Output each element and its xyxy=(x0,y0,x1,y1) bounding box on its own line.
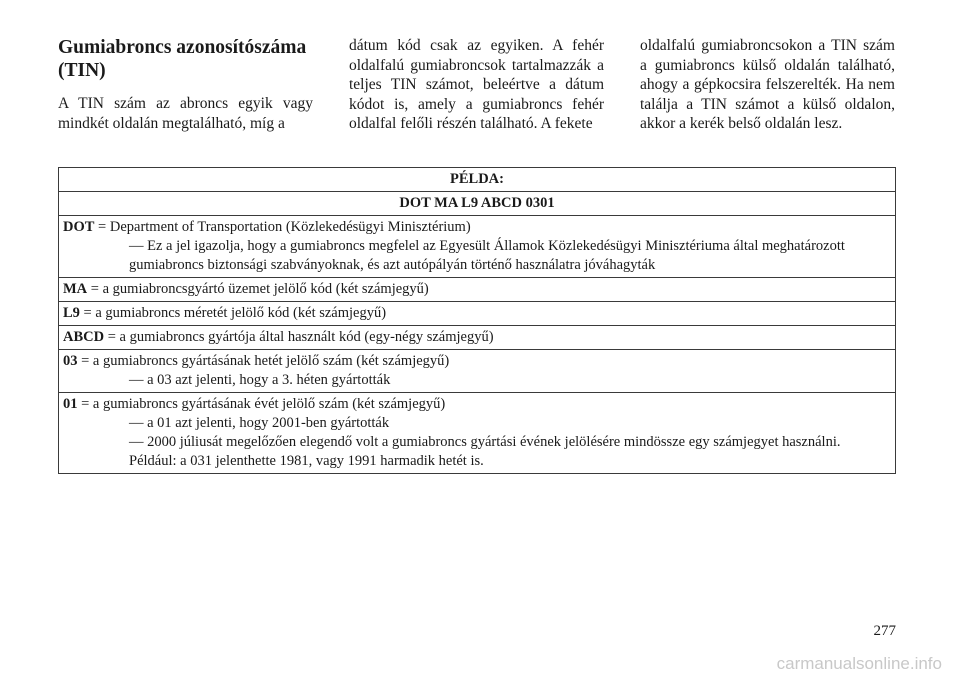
row-code: MA xyxy=(63,281,88,297)
table-row xyxy=(59,302,896,326)
page-number: 277 xyxy=(873,623,896,639)
paragraph-col3: oldalfalú gumiabroncsokon a TIN szám a gumiabroncs külső oldalán található, ahogy a gépkocsira felszerelték. Ha nem találja a TIN számot a külső oldalon, akkor a kerék belső oldalán lesz. xyxy=(640,37,895,132)
row-description: = a gumiabroncs méretét jelölő kód (két számjegyű) xyxy=(79,305,387,321)
table-header-row xyxy=(59,168,896,192)
table-row xyxy=(59,216,896,278)
row-sub-note: — Ez a jel igazolja, hogy a gumiabroncs megfelel az Egyesült Államok Közlekedésügyi Minisztériuma által meghatározott gumiabroncs biztonsági szabványoknak, és azt autópályán történő használatra jóváhagyták xyxy=(129,238,845,273)
section-heading-line1: Gumiabroncs azonosítószáma xyxy=(58,37,307,58)
row-code: DOT xyxy=(63,219,95,235)
row-description: = a gumiabroncs gyártásának hetét jelölő szám (két számjegyű) xyxy=(77,353,450,369)
table-cell xyxy=(59,302,896,326)
row-code: ABCD xyxy=(63,329,105,345)
table-cell xyxy=(59,278,896,302)
column-1 xyxy=(58,36,313,133)
table-header: PÉLDA: xyxy=(59,168,896,192)
row-description: = Department of Transportation (Közlekedésügyi Minisztérium) xyxy=(94,219,471,235)
table-cell xyxy=(59,350,896,393)
table-row xyxy=(59,350,896,393)
tin-example-table xyxy=(58,167,896,474)
paragraph-col1: A TIN szám az abroncs egyik vagy mindkét oldalán megtalálható, míg a xyxy=(58,95,313,132)
table-row xyxy=(59,326,896,350)
row-code: L9 xyxy=(63,305,80,321)
column-3 xyxy=(640,36,895,134)
row-main-line xyxy=(63,304,891,323)
row-main-line xyxy=(63,328,891,347)
row-main-line xyxy=(63,280,891,299)
section-heading-line2: (TIN) xyxy=(58,60,106,81)
row-description: = a gumiabroncs gyártásának évét jelölő szám (két számjegyű) xyxy=(77,396,446,412)
row-main-line xyxy=(63,218,891,237)
table-row xyxy=(59,278,896,302)
table-cell xyxy=(59,216,896,278)
row-description: = a gumiabroncs gyártója által használt kód (egy-négy számjegyű) xyxy=(104,329,494,345)
table-cell xyxy=(59,393,896,474)
row-main-line xyxy=(63,395,891,414)
table-cell xyxy=(59,326,896,350)
example-code: DOT MA L9 ABCD 0301 xyxy=(59,192,896,216)
row-code: 01 xyxy=(63,396,78,412)
row-sub-note: — a 01 azt jelenti, hogy 2001-ben gyártották xyxy=(129,415,390,431)
row-code: 03 xyxy=(63,353,78,369)
table-example-row xyxy=(59,192,896,216)
column-2 xyxy=(349,36,604,134)
row-sub-note: — 2000 júliusát megelőzően elegendő volt a gumiabroncs gyártási évének jelölésére mindössze egy számjegyet használni. Például: a 031 jelenthette 1981, vagy 1991 harmadik hetét is. xyxy=(129,434,841,469)
paragraph-col2: dátum kód csak az egyiken. A fehér oldalfalú gumiabroncsok tartalmazzák a teljes TIN számot, beleértve a dátum kódot is, amely a gumiabroncs fehér oldalfal felőli részén található. A fekete xyxy=(349,37,604,132)
row-main-line xyxy=(63,352,891,371)
table-row xyxy=(59,393,896,474)
row-sub-note: — a 03 azt jelenti, hogy a 3. héten gyártották xyxy=(129,372,391,388)
section-heading xyxy=(58,36,313,82)
watermark: carmanualsonline.info xyxy=(776,654,942,673)
row-description: = a gumiabroncsgyártó üzemet jelölő kód (két számjegyű) xyxy=(87,281,429,297)
